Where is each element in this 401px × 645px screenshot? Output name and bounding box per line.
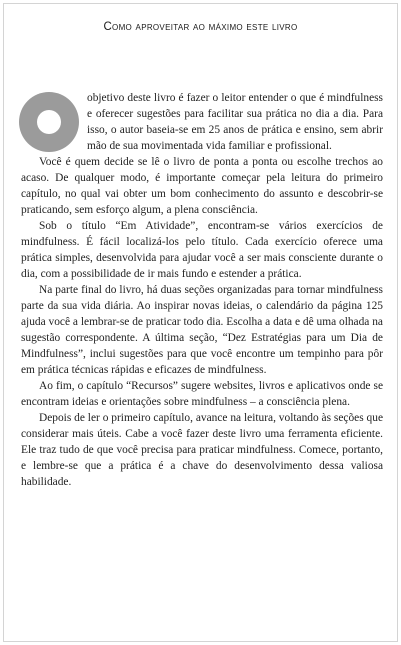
- paragraph-2: Você é quem decide se lê o livro de ponta a ponta ou escolhe trechos ao acaso. De qualquer modo, é importante começar pela leitura do primeiro capítulo, no qual vai obter um bom conhecimento do assunto e descobrir-se praticando, sem esforço algum, a plena consciência.: [21, 156, 383, 216]
- paragraph-1-text: objetivo deste livro é fazer o leitor entender o que é mindfulness e oferecer sugestões para facilitar sua prática no dia a dia. Para isso, o autor baseia-se em 25 anos de prática e ensino, sem abrir mão de sua movimentada vida familiar e profissional.: [87, 92, 383, 152]
- paragraph-1: [21, 90, 383, 154]
- body-text: [21, 90, 383, 490]
- paragraph-3: Sob o título “Em Atividade”, encontram-se vários exercícios de mindfulness. É fácil localizá-los pelo título. Cada exercício oferece uma prática simples, desenvolvida para ajudar você a ser mais consciente durante o dia, com a possibilidade de ir mais fundo e estender a prática.: [21, 220, 383, 280]
- dropcap-letter-graphic: [19, 92, 79, 152]
- page-title: Como aproveitar ao máximo este livro: [103, 21, 298, 33]
- paragraph-6: Depois de ler o primeiro capítulo, avance na leitura, voltando às seções que considerar mais úteis. Cabe a você fazer deste livro uma ferramenta eficiente. Ele traz tudo de que você precisa para praticar mindfulness. Comece, portanto, e lembre-se que a prática é a chave do desenvolvimento dessa valiosa habilidade.: [21, 412, 383, 488]
- dropcap-o: [19, 92, 81, 154]
- paragraph-5: Ao fim, o capítulo “Recursos” sugere websites, livros e aplicativos onde se encontram ideias e orientações sobre mindfulness – a consciência plena.: [21, 380, 383, 408]
- paragraph-4: Na parte final do livro, há duas seções organizadas para tornar mindfulness parte da sua vida diária. Ao inspirar novas ideias, o calendário da página 125 ajuda você a lembrar-se de praticar todo dia. Escolha a data e dê uma olhada na sugestão correspondente. A última seção, “Dez Estratégias para um Dia de Mindfulness”, inclui sugestões para que você encontre um tempinho para pôr em prática técnicas rápidas e eficazes de mindfulness.: [21, 284, 383, 376]
